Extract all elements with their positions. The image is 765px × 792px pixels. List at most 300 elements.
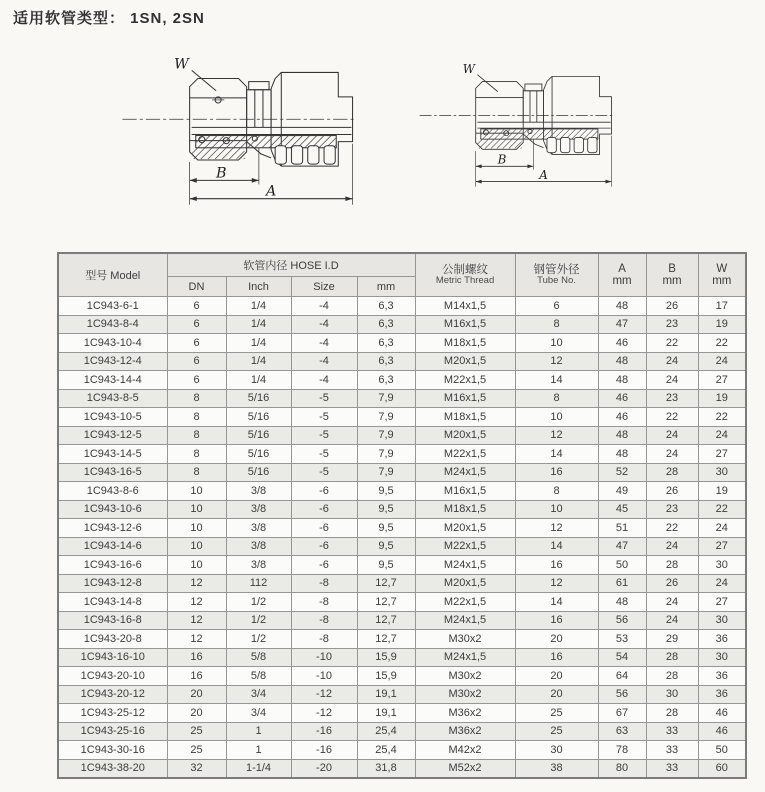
table-cell: 19,1 — [357, 704, 415, 723]
table-cell: 7,9 — [357, 408, 415, 427]
table-cell: 1/2 — [226, 630, 291, 649]
table-cell: 28 — [646, 648, 698, 667]
table-cell: 22 — [646, 408, 698, 427]
table-cell: 1C943-8-6 — [58, 482, 167, 501]
table-cell: 8 — [515, 315, 598, 334]
table-cell: 1C943-25-12 — [58, 704, 167, 723]
table-cell: 31,8 — [357, 759, 415, 778]
table-cell: 50 — [598, 556, 646, 575]
col-header-a: A mm — [598, 253, 646, 297]
table-cell: M52x2 — [415, 759, 515, 778]
table-cell: 24 — [698, 574, 746, 593]
col-header-size: Size — [291, 277, 357, 297]
table-row — [58, 537, 746, 556]
table-row — [58, 611, 746, 630]
table-cell: 49 — [598, 482, 646, 501]
table-cell: -12 — [291, 685, 357, 704]
table-cell: 46 — [598, 389, 646, 408]
table-cell: 14 — [515, 537, 598, 556]
dimension-label-b: B — [497, 152, 507, 167]
table-cell: 6 — [167, 371, 226, 390]
table-cell: -6 — [291, 500, 357, 519]
table-cell: -10 — [291, 648, 357, 667]
spec-table-body — [58, 297, 746, 779]
table-cell: 6,3 — [357, 315, 415, 334]
table-cell: 78 — [598, 741, 646, 760]
table-cell: 15,9 — [357, 667, 415, 686]
table-row — [58, 482, 746, 501]
table-cell: 48 — [598, 445, 646, 464]
table-cell: 48 — [598, 352, 646, 371]
table-cell: 25 — [515, 704, 598, 723]
table-cell: 3/8 — [226, 556, 291, 575]
table-cell: 1C943-20-10 — [58, 667, 167, 686]
table-cell: 51 — [598, 519, 646, 538]
table-cell: 7,9 — [357, 445, 415, 464]
col-header-metric-thread-cn: 公制螺纹 — [442, 264, 489, 276]
table-cell: -4 — [291, 297, 357, 316]
table-cell: 10 — [167, 556, 226, 575]
table-cell: -16 — [291, 741, 357, 760]
table-cell: 46 — [598, 334, 646, 353]
table-cell: M24x1,5 — [415, 611, 515, 630]
col-header-tube-no-en: Tube No. — [537, 275, 576, 286]
table-cell: 16 — [167, 667, 226, 686]
table-cell: 12 — [515, 352, 598, 371]
table-cell: 6 — [515, 297, 598, 316]
table-row — [58, 667, 746, 686]
dimension-label-a: A — [539, 168, 548, 183]
table-cell: M36x2 — [415, 722, 515, 741]
table-cell: 1C943-8-5 — [58, 389, 167, 408]
table-cell: 1/4 — [226, 334, 291, 353]
table-cell: 22 — [698, 334, 746, 353]
table-cell: 5/16 — [226, 389, 291, 408]
table-cell: 1C943-16-5 — [58, 463, 167, 482]
table-cell: 5/16 — [226, 445, 291, 464]
table-cell: 61 — [598, 574, 646, 593]
table-cell: 46 — [698, 722, 746, 741]
spec-table — [57, 252, 747, 779]
table-cell: 38 — [515, 759, 598, 778]
table-cell: 12 — [515, 574, 598, 593]
table-cell: M36x2 — [415, 704, 515, 723]
table-cell: 28 — [646, 556, 698, 575]
table-cell: 48 — [598, 426, 646, 445]
table-cell: 10 — [167, 537, 226, 556]
table-cell: 6 — [167, 334, 226, 353]
table-row — [58, 463, 746, 482]
table-cell: 64 — [598, 667, 646, 686]
col-header-hose-id-group: 软管内径 HOSE I.D — [167, 253, 415, 277]
table-cell: 27 — [698, 537, 746, 556]
table-row — [58, 741, 746, 760]
table-cell: 50 — [698, 741, 746, 760]
table-cell: -5 — [291, 426, 357, 445]
table-row — [58, 648, 746, 667]
table-cell: 6,3 — [357, 334, 415, 353]
table-cell: 1C943-25-16 — [58, 722, 167, 741]
table-cell: -8 — [291, 574, 357, 593]
table-cell: M16x1,5 — [415, 482, 515, 501]
table-cell: 3/4 — [226, 704, 291, 723]
table-cell: 48 — [598, 297, 646, 316]
table-cell: M30x2 — [415, 667, 515, 686]
table-cell: 112 — [226, 574, 291, 593]
table-cell: 1C943-12-6 — [58, 519, 167, 538]
dimension-label-w: W — [462, 61, 476, 76]
table-cell: 56 — [598, 685, 646, 704]
table-cell: 28 — [646, 667, 698, 686]
table-cell: 28 — [646, 463, 698, 482]
table-cell: 1C943-30-16 — [58, 741, 167, 760]
table-cell: 3/4 — [226, 685, 291, 704]
table-cell: 1C943-16-6 — [58, 556, 167, 575]
table-cell: 8 — [167, 408, 226, 427]
table-cell: 6 — [167, 297, 226, 316]
table-row — [58, 408, 746, 427]
table-cell: 1/2 — [226, 593, 291, 612]
table-row — [58, 556, 746, 575]
table-row — [58, 685, 746, 704]
table-cell: 12 — [515, 426, 598, 445]
table-cell: 10 — [515, 334, 598, 353]
table-cell: 5/8 — [226, 648, 291, 667]
table-cell: 20 — [515, 630, 598, 649]
table-cell: 1/2 — [226, 611, 291, 630]
table-cell: M20x1,5 — [415, 352, 515, 371]
table-cell: -4 — [291, 371, 357, 390]
table-row — [58, 426, 746, 445]
table-cell: 12,7 — [357, 574, 415, 593]
table-cell: 20 — [167, 704, 226, 723]
table-cell: 23 — [646, 500, 698, 519]
col-header-model: 型号 Model — [58, 253, 167, 297]
table-cell: M18x1,5 — [415, 500, 515, 519]
table-cell: 12,7 — [357, 593, 415, 612]
table-cell: 12 — [515, 519, 598, 538]
table-cell: 24 — [698, 426, 746, 445]
table-cell: M42x2 — [415, 741, 515, 760]
table-cell: 48 — [598, 371, 646, 390]
table-cell: M22x1,5 — [415, 371, 515, 390]
table-cell: 24 — [646, 371, 698, 390]
table-cell: 52 — [598, 463, 646, 482]
table-cell: 8 — [167, 445, 226, 464]
table-cell: 22 — [646, 334, 698, 353]
table-cell: 6,3 — [357, 352, 415, 371]
table-cell: 8 — [167, 426, 226, 445]
table-cell: 10 — [167, 519, 226, 538]
table-cell: 9,5 — [357, 519, 415, 538]
table-cell: 10 — [515, 408, 598, 427]
table-cell: 30 — [698, 463, 746, 482]
table-row — [58, 445, 746, 464]
table-cell: 30 — [698, 611, 746, 630]
table-cell: 8 — [167, 463, 226, 482]
col-header-tube-no — [515, 253, 598, 297]
table-cell: M20x1,5 — [415, 426, 515, 445]
table-cell: M24x1,5 — [415, 556, 515, 575]
table-cell: 29 — [646, 630, 698, 649]
col-header-metric-thread-en: Metric Thread — [435, 275, 495, 286]
table-cell: 1-1/4 — [226, 759, 291, 778]
table-row — [58, 722, 746, 741]
table-cell: 20 — [515, 667, 598, 686]
table-cell: 1/4 — [226, 371, 291, 390]
table-cell: -5 — [291, 389, 357, 408]
table-cell: 12 — [167, 611, 226, 630]
table-cell: 3/8 — [226, 537, 291, 556]
table-cell: 14 — [515, 593, 598, 612]
table-cell: 1C943-14-6 — [58, 537, 167, 556]
table-cell: 33 — [646, 741, 698, 760]
table-cell: 30 — [646, 685, 698, 704]
table-cell: 26 — [646, 574, 698, 593]
table-cell: 3/8 — [226, 519, 291, 538]
table-cell: -6 — [291, 556, 357, 575]
table-cell: 6,3 — [357, 371, 415, 390]
table-cell: M30x2 — [415, 630, 515, 649]
table-cell: 22 — [698, 408, 746, 427]
table-cell: 27 — [698, 593, 746, 612]
table-row — [58, 704, 746, 723]
table-cell: 5/16 — [226, 463, 291, 482]
table-cell: -16 — [291, 722, 357, 741]
table-cell: -12 — [291, 704, 357, 723]
table-cell: M24x1,5 — [415, 648, 515, 667]
table-cell: 24 — [646, 537, 698, 556]
table-cell: 19,1 — [357, 685, 415, 704]
table-cell: 20 — [515, 685, 598, 704]
table-row — [58, 500, 746, 519]
table-cell: 24 — [646, 426, 698, 445]
table-cell: -8 — [291, 630, 357, 649]
table-cell: 33 — [646, 759, 698, 778]
table-cell: 24 — [646, 611, 698, 630]
table-cell: 9,5 — [357, 537, 415, 556]
table-cell: 5/16 — [226, 408, 291, 427]
table-cell: M22x1,5 — [415, 445, 515, 464]
table-row — [58, 519, 746, 538]
col-header-b: B mm — [646, 253, 698, 297]
section-hatch-icon — [192, 147, 245, 159]
table-cell: 30 — [698, 648, 746, 667]
table-cell: 27 — [698, 371, 746, 390]
table-row — [58, 630, 746, 649]
table-cell: 1C943-10-5 — [58, 408, 167, 427]
table-cell: 1C943-16-8 — [58, 611, 167, 630]
table-cell: -8 — [291, 593, 357, 612]
table-cell: 25 — [515, 722, 598, 741]
table-cell: 30 — [515, 741, 598, 760]
table-row — [58, 389, 746, 408]
table-cell: 8 — [515, 389, 598, 408]
col-header-metric-thread — [415, 253, 515, 297]
table-cell: M16x1,5 — [415, 315, 515, 334]
col-header-w: W mm — [698, 253, 746, 297]
table-cell: 1C943-14-8 — [58, 593, 167, 612]
table-cell: 12 — [167, 574, 226, 593]
table-cell: 1C943-10-4 — [58, 334, 167, 353]
table-cell: 1C943-20-12 — [58, 685, 167, 704]
table-cell: M18x1,5 — [415, 334, 515, 353]
table-cell: M22x1,5 — [415, 593, 515, 612]
table-cell: 12 — [167, 630, 226, 649]
table-cell: 28 — [646, 704, 698, 723]
table-cell: M18x1,5 — [415, 408, 515, 427]
table-cell: 7,9 — [357, 389, 415, 408]
table-cell: 19 — [698, 389, 746, 408]
fitting-drawing-left — [118, 48, 358, 216]
table-cell: 1C943-10-6 — [58, 500, 167, 519]
col-header-dn: DN — [167, 277, 226, 297]
table-cell: 6 — [167, 352, 226, 371]
table-cell: 33 — [646, 722, 698, 741]
table-cell: -6 — [291, 537, 357, 556]
table-row — [58, 297, 746, 316]
col-header-mm: mm — [357, 277, 415, 297]
table-cell: 1C943-12-8 — [58, 574, 167, 593]
table-cell: 16 — [515, 463, 598, 482]
table-cell: 12 — [167, 593, 226, 612]
table-cell: -6 — [291, 519, 357, 538]
table-cell: 12,7 — [357, 630, 415, 649]
table-cell: -6 — [291, 482, 357, 501]
table-cell: 25 — [167, 722, 226, 741]
table-cell: 1/4 — [226, 297, 291, 316]
page-title: 适用软管类型： 1SN, 2SN — [13, 10, 205, 27]
table-cell: 60 — [698, 759, 746, 778]
table-cell: 54 — [598, 648, 646, 667]
table-cell: 16 — [515, 556, 598, 575]
col-header-tube-no-cn: 钢管外径 — [533, 264, 580, 276]
table-cell: 1C943-14-4 — [58, 371, 167, 390]
table-cell: M14x1,5 — [415, 297, 515, 316]
table-cell: 24 — [698, 519, 746, 538]
table-row — [58, 593, 746, 612]
dimension-label-b: B — [215, 165, 227, 182]
table-cell: 80 — [598, 759, 646, 778]
col-header-inch: Inch — [226, 277, 291, 297]
table-cell: -10 — [291, 667, 357, 686]
table-row — [58, 574, 746, 593]
table-cell: M22x1,5 — [415, 537, 515, 556]
table-cell: -8 — [291, 611, 357, 630]
dimension-label-a: A — [265, 183, 277, 200]
table-cell: -4 — [291, 315, 357, 334]
table-cell: 1C943-16-10 — [58, 648, 167, 667]
table-row — [58, 315, 746, 334]
table-cell: 47 — [598, 315, 646, 334]
table-cell: 20 — [167, 685, 226, 704]
table-cell: 3/8 — [226, 500, 291, 519]
table-cell: 12,7 — [357, 611, 415, 630]
table-cell: 23 — [646, 389, 698, 408]
table-cell: 24 — [698, 352, 746, 371]
table-cell: 46 — [698, 704, 746, 723]
table-cell: 9,5 — [357, 500, 415, 519]
table-cell: 46 — [598, 408, 646, 427]
table-cell: 5/16 — [226, 426, 291, 445]
fitting-drawing-right — [416, 56, 616, 196]
table-cell: 7,9 — [357, 426, 415, 445]
table-cell: 32 — [167, 759, 226, 778]
table-cell: 6,3 — [357, 297, 415, 316]
table-cell: 24 — [646, 445, 698, 464]
table-cell: 10 — [167, 482, 226, 501]
table-cell: 16 — [167, 648, 226, 667]
table-cell: 25,4 — [357, 741, 415, 760]
table-cell: 14 — [515, 445, 598, 464]
table-cell: 36 — [698, 630, 746, 649]
table-cell: 1C943-20-8 — [58, 630, 167, 649]
table-cell: -4 — [291, 352, 357, 371]
table-cell: 45 — [598, 500, 646, 519]
table-cell: 19 — [698, 482, 746, 501]
table-cell: 1 — [226, 722, 291, 741]
table-cell: M30x2 — [415, 685, 515, 704]
table-cell: -5 — [291, 408, 357, 427]
table-cell: 27 — [698, 445, 746, 464]
table-row — [58, 334, 746, 353]
table-cell: 9,5 — [357, 482, 415, 501]
table-cell: 26 — [646, 297, 698, 316]
table-cell: 30 — [698, 556, 746, 575]
table-cell: 6 — [167, 315, 226, 334]
table-cell: 19 — [698, 315, 746, 334]
table-cell: 10 — [515, 500, 598, 519]
table-cell: 22 — [698, 500, 746, 519]
table-cell: 24 — [646, 593, 698, 612]
table-cell: 1C943-38-20 — [58, 759, 167, 778]
table-cell: 8 — [515, 482, 598, 501]
table-cell: 7,9 — [357, 463, 415, 482]
table-cell: 14 — [515, 371, 598, 390]
table-cell: 48 — [598, 593, 646, 612]
table-cell: 1C943-8-4 — [58, 315, 167, 334]
table-cell: 16 — [515, 611, 598, 630]
table-cell: 8 — [167, 389, 226, 408]
table-cell: 1 — [226, 741, 291, 760]
table-cell: -4 — [291, 334, 357, 353]
dimension-label-w: W — [174, 56, 189, 73]
table-cell: 25 — [167, 741, 226, 760]
table-cell: 63 — [598, 722, 646, 741]
table-cell: M24x1,5 — [415, 463, 515, 482]
table-cell: 56 — [598, 611, 646, 630]
table-cell: 16 — [515, 648, 598, 667]
table-cell: -20 — [291, 759, 357, 778]
table-cell: 67 — [598, 704, 646, 723]
table-cell: 1/4 — [226, 315, 291, 334]
table-cell: M16x1,5 — [415, 389, 515, 408]
table-cell: -5 — [291, 463, 357, 482]
table-cell: 36 — [698, 667, 746, 686]
section-hatch-icon — [477, 138, 521, 148]
table-cell: -5 — [291, 445, 357, 464]
table-cell: 3/8 — [226, 482, 291, 501]
table-cell: 24 — [646, 352, 698, 371]
table-cell: 47 — [598, 537, 646, 556]
table-cell: M20x1,5 — [415, 519, 515, 538]
table-cell: 36 — [698, 685, 746, 704]
table-row — [58, 371, 746, 390]
table-cell: 1C943-14-5 — [58, 445, 167, 464]
table-cell: 1C943-12-4 — [58, 352, 167, 371]
table-cell: 5/8 — [226, 667, 291, 686]
table-cell: 26 — [646, 482, 698, 501]
